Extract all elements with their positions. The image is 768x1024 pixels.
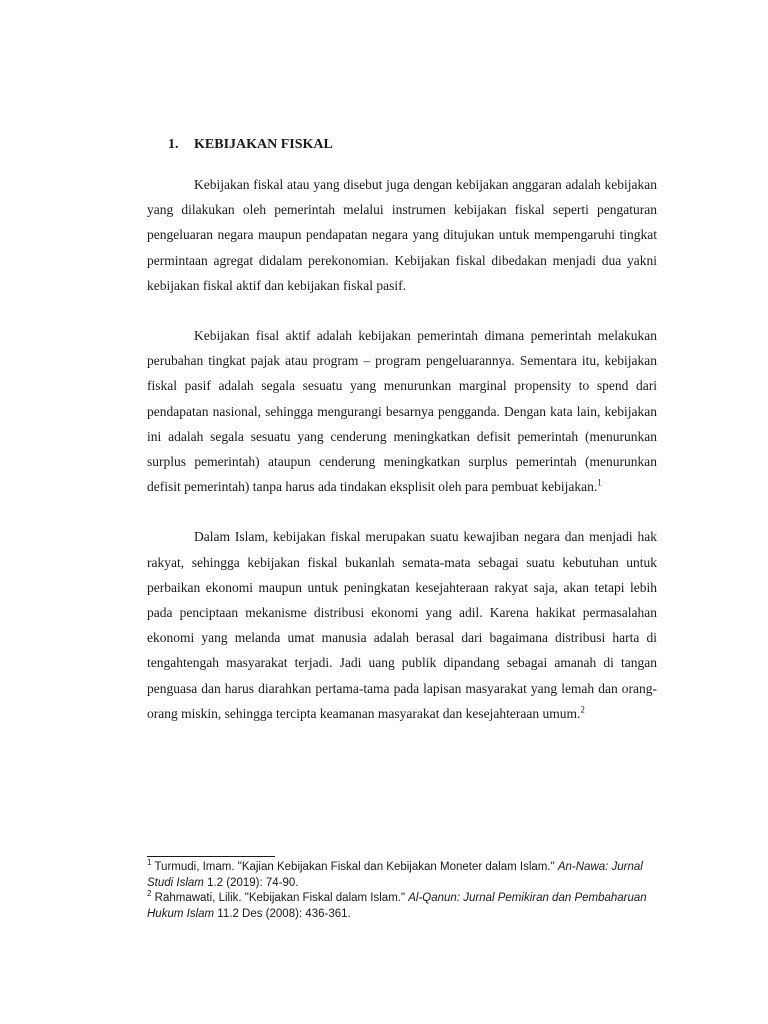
paragraph-text: Kebijakan fiskal atau yang disebut juga dengan kebijakan anggaran adalah kebijakan yang dilakukan oleh pemerintah melalui instrumen kebijakan fiskal seperti pengaturan pengeluaran negara maupun pendapatan negara yang ditujukan untuk mempengaruhi tingkat permintaan agregat didalam perekonomian. Kebijakan fiskal dibedakan menjadi dua yakni kebijakan fiskal aktif dan kebijakan fiskal pasif. xyxy=(147,177,657,293)
footnote xyxy=(147,860,657,891)
paragraph xyxy=(147,172,657,298)
footnote-separator xyxy=(147,856,275,857)
section-title: KEBIJAKAN FISKAL xyxy=(194,137,333,152)
footnote-marker: 2 xyxy=(147,889,152,899)
section-heading xyxy=(168,137,333,153)
footnote-source: An-Nawa: Jurnal Studi Islam xyxy=(147,861,643,889)
footnote-reference[interactable]: 1 xyxy=(597,477,602,488)
body-text xyxy=(147,172,657,726)
footnotes xyxy=(147,860,657,922)
paragraph xyxy=(147,524,657,726)
paragraph xyxy=(147,323,657,499)
footnote-marker: 1 xyxy=(147,858,152,868)
section-number: 1. xyxy=(168,137,179,152)
paragraph-text: Dalam Islam, kebijakan fiskal merupakan suatu kewajiban negara dan menjadi hak rakyat, sehingga kebijakan fiskal bukanlah semata-mata sebagai suatu kebutuhan untuk perbaikan ekonomi maupun untuk peningkatan kesejahteraan rakyat saja, akan tetapi lebih pada penciptaan mekanisme distribusi ekonomi yang adil. Karena hakikat permasalahan ekonomi yang melanda umat manusia adalah berasal dari bagaimana distribusi harta di tengahtengah masyarakat terjadi. Jadi uang publik dipandang sebagai amanah di tangan penguasa dan harus diarahkan pertama-tama pada lapisan masyarakat yang lemah dan orang-orang miskin, sehingga tercipta keamanan masyarakat dan kesejahteraan umum. xyxy=(147,529,657,721)
footnote-details: 11.2 Des (2008): 436-361. xyxy=(214,907,351,920)
footnote-details: 1.2 (2019): 74-90. xyxy=(203,876,299,889)
footnote-reference[interactable]: 2 xyxy=(580,704,585,715)
footnote-text: Rahmawati, Lilik. "Kebijakan Fiskal dalam Islam." xyxy=(154,892,409,904)
paragraph-text: Kebijakan fisal aktif adalah kebijakan pemerintah dimana pemerintah melakukan perubahan tingkat pajak atau program – program pengeluarannya. Sementara itu, kebijakan fiskal pasif adalah segala sesuatu yang menurunkan marginal propensity to spend dari pendapatan nasional, sehingga mengurangi besarnya pengganda. Dengan kata lain, kebijakan ini adalah segala sesuatu yang cenderung meningkatkan defisit pemerintah (menurunkan surplus pemerintah) ataupun cenderung meningkatkan surplus pemerintah (menurunkan defisit pemerintah) tanpa harus ada tindakan eksplisit oleh para pembuat kebijakan. xyxy=(147,328,657,495)
footnote-text: Turmudi, Imam. "Kajian Kebijakan Fiskal dan Kebijakan Moneter dalam Islam." xyxy=(154,861,558,873)
footnote-source: Al-Qanun: Jurnal Pemikiran dan Pembaharuan Hukum Islam xyxy=(147,892,647,920)
footnote xyxy=(147,891,657,922)
